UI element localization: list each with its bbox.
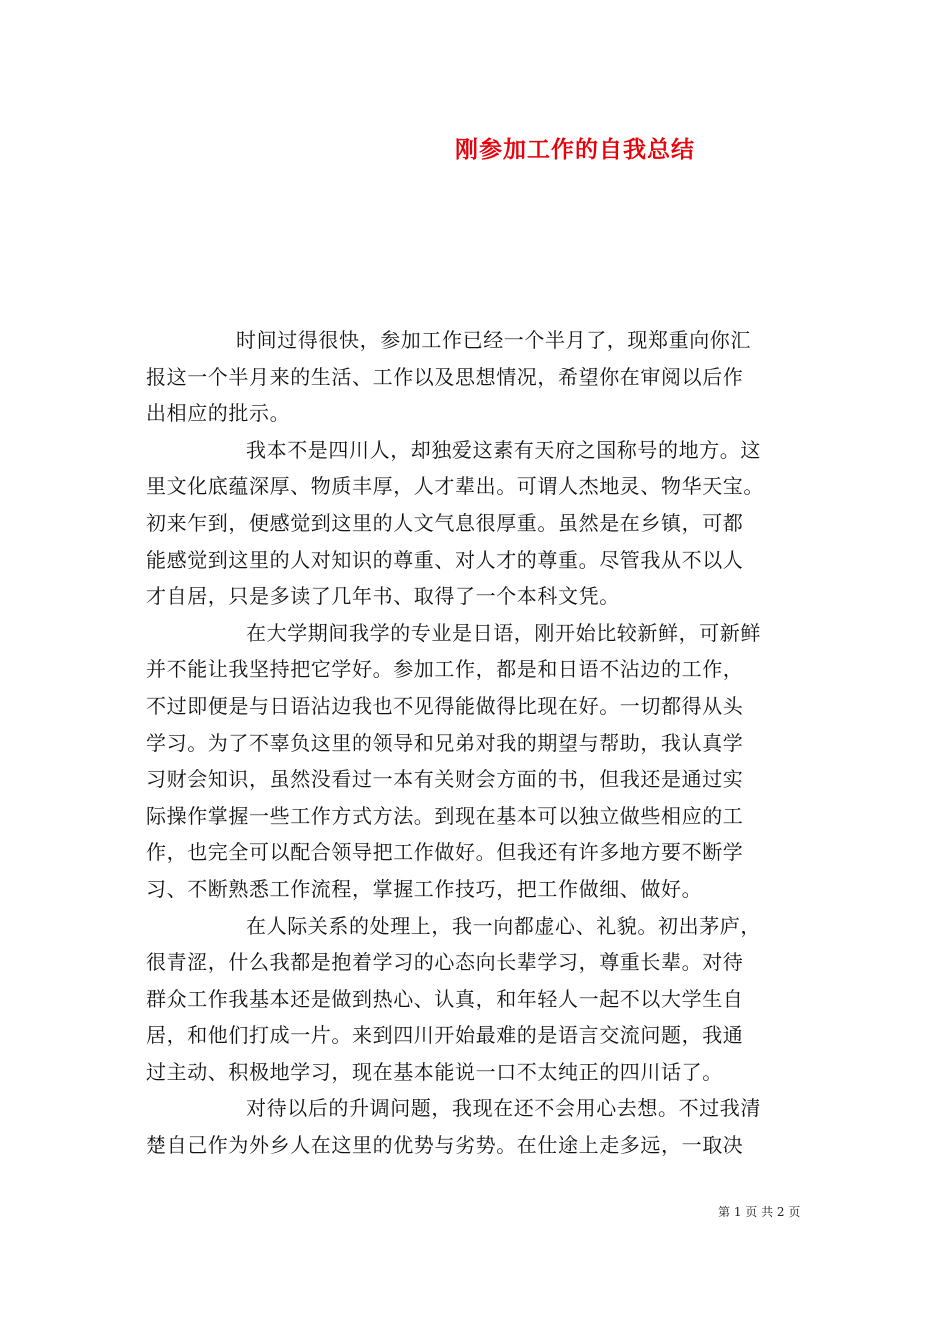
- paragraph-3-line-7: 作，也完全可以配合领导把工作做好。但我还有许多地方要不断学: [146, 840, 744, 865]
- paragraph-1-line-3: 出相应的批示。: [146, 401, 291, 426]
- paragraph-3-line-1: 在大学期间我学的专业是日语，刚开始比较新鲜，可新鲜: [246, 620, 761, 645]
- paragraph-2-line-1: 我本不是四川人，却独爱这素有天府之国称号的地方。这: [246, 437, 761, 462]
- paragraph-5-line-2: 楚自己作为外乡人在这里的优势与劣势。在仕途上走多远，一取决: [146, 1133, 744, 1158]
- document-title: 刚参加工作的自我总结: [455, 136, 695, 163]
- paragraph-3-line-2: 并不能让我坚持把它学好。参加工作，都是和日语不沾边的工作，: [146, 657, 744, 682]
- paragraph-3-line-5: 习财会知识，虽然没看过一本有关财会方面的书，但我还是通过实: [146, 767, 744, 792]
- page-number-indicator: 第 1 页 共 2 页: [718, 1205, 801, 1219]
- paragraph-4-line-1: 在人际关系的处理上，我一向都虚心、礼貌。初出茅庐，: [246, 913, 761, 938]
- paragraph-4-line-2: 很青涩，什么我都是抱着学习的心态向长辈学习，尊重长辈。对待: [146, 950, 744, 975]
- paragraph-1-line-1: 时间过得很快，参加工作已经一个半月了，现郑重向你汇: [236, 328, 751, 352]
- paragraph-2-line-4: 能感觉到这里的人对知识的尊重、对人才的尊重。尽管我从不以人: [146, 547, 744, 572]
- document-body: [146, 322, 810, 1164]
- paragraph-4-line-3: 群众工作我基本还是做到热心、认真，和年轻人一起不以大学生自: [146, 986, 744, 1011]
- paragraph-5-line-1: 对待以后的升调问题，我现在还不会用心去想。不过我清: [246, 1096, 761, 1121]
- paragraph-3-line-3: 不过即便是与日语沾边我也不见得能做得比现在好。一切都得从头: [146, 693, 744, 718]
- paragraph-3-line-4: 学习。为了不辜负这里的领导和兄弟对我的期望与帮助，我认真学: [146, 730, 744, 755]
- paragraph-2-line-3: 初来乍到，便感觉到这里的人文气息很厚重。虽然是在乡镇，可都: [146, 510, 744, 535]
- paragraph-2-line-2: 里文化底蕴深厚、物质丰厚，人才辈出。可谓人杰地灵、物华天宝。: [146, 474, 764, 499]
- paragraph-1-line-2: 报这一个半月来的生活、工作以及思想情况，希望你在审阅以后作: [146, 364, 744, 389]
- paragraph-3-line-6: 际操作掌握一些工作方式方法。到现在基本可以独立做些相应的工: [146, 803, 744, 828]
- paragraph-2-line-5: 才自居，只是多读了几年书、取得了一个本科文凭。: [146, 584, 620, 609]
- paragraph-3-line-8: 习、不断熟悉工作流程，掌握工作技巧，把工作做细、做好。: [146, 876, 703, 901]
- paragraph-4-line-4: 居，和他们打成一片。来到四川开始最难的是语言交流问题，我通: [146, 1023, 744, 1048]
- paragraph-4-line-5: 过主动、积极地学习，现在基本能说一口不太纯正的四川话了。: [146, 1059, 723, 1084]
